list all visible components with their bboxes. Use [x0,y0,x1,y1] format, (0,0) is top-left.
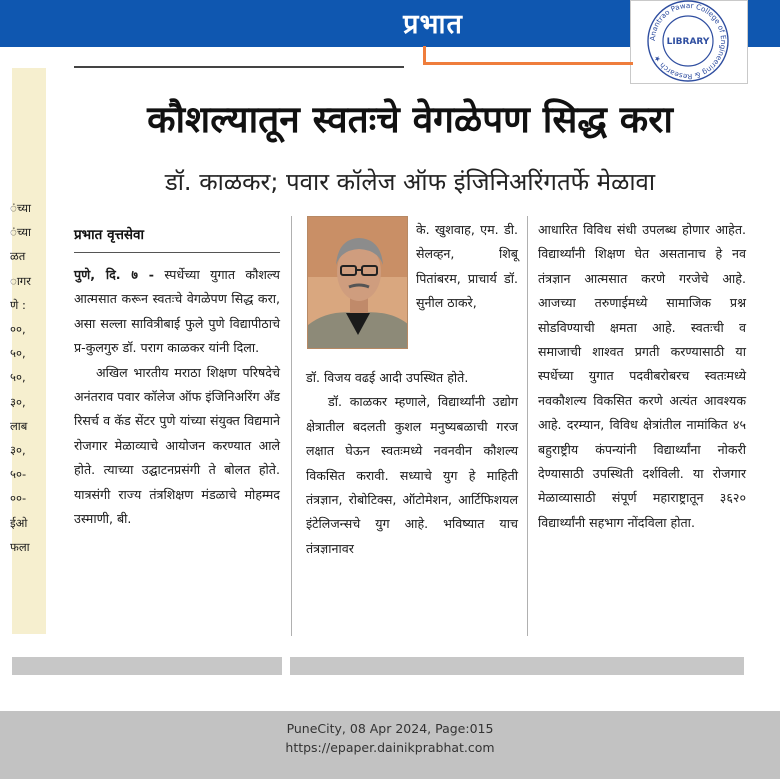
column-2-paragraph: डॉ. काळकर म्हणाले, विद्यार्थ्यांनी उद्योग क्षेत्रातील बदलती कुशल मनुष्यबळाची गरज लक्षात घेऊन स्वतःमध्ये नवनवीन कौशल्य विकसित करावी. सध्याचे युग हे माहिती तंत्रज्ञान, रोबोटिक्स, ऑटोमेशन, आर्टिफिशयल इंटेलिजन्सचे युग आहे. भविष्यात याच तंत्रज्ञानावर [306,394,518,556]
article-column-2 [306,366,518,561]
column-divider-1 [291,216,292,636]
epaper-footer [0,711,780,779]
newspaper-logo: प्रभात [403,9,463,40]
adjacent-article-fragment: ३०, [10,394,26,409]
stamp-ring-text: Anantrao Pawar College of Engineering & Research ★ [647,0,729,82]
article-column-2-beside-photo: के. खुशवाह, एम. डी. सेलव्हन, शिबू पितांबरम, प्राचार्य डॉ. सुनील ठाकरे, [416,222,518,311]
adjacent-article-fragment: णे : [10,297,26,312]
adjacent-article-fragment: ागर [10,273,31,288]
column-1-paragraph-1: स्पर्धेच्या युगात कौशल्य आत्मसात करून स्वतःचे वेगळेपण सिद्ध करा, असा सल्ला सावित्रीबाई फुले पुणे विद्यापीठाचे प्र-कुलगुरु डॉ. पराग काळकर यांनी दिला. [74,267,280,356]
adjacent-article-fragment: ००, [10,322,26,337]
adjacent-article-fragment: ३०, [10,443,26,458]
adjacent-article-fragment: ५०, [10,346,26,361]
stamp-center-text: LIBRARY [666,37,710,47]
article-headline: कौशल्यातून स्वतःचे वेगळेपण सिद्ध करा [147,97,673,141]
person-portrait-icon [308,217,408,349]
adjacent-article-fragment: ५०- [10,467,27,482]
column-2-photo-caption-text: डॉ. विजय वढई आदी उपस्थित होते. [306,370,469,385]
adjacent-article-fragment: फला [10,539,30,554]
source-url-link[interactable]: https://epaper.dainikprabhat.com [285,740,495,755]
library-stamp-icon [634,0,742,84]
dateline: पुणे, दि. ७ - [74,267,154,282]
portrait-photo [307,216,408,349]
strip-gap [46,68,70,634]
adjacent-article-fragment: लाब [10,418,28,433]
adjacent-article-fragment: ंच्या [10,225,32,240]
byline-rule [74,252,280,253]
column-divider-2 [527,216,528,636]
edition-info: PuneCity, 08 Apr 2024, Page:015 [286,721,494,736]
column-1-paragraph-2: अखिल भारतीय मराठा शिक्षण परिषदेचे अनंतराव पवार कॉलेज ऑफ इंजिनिअरिंग अँड रिसर्च व कॅड सेंटर पुणे यांच्या संयुक्त विद्यमाने रोजगार मेळाव्याचे आयोजन करण्यात आले होते. त्याच्या उद्घाटनप्रसंगी ते बोलत होते. यात्रसंगी राज्य तंत्रशिक्षण मंडळाचे मोहम्मद उस्माणी, बी. [74,364,280,527]
adjacent-article-fragments [10,196,46,559]
orange-frame-corner [423,46,633,65]
article-column-1 [74,263,280,531]
adjacent-article-fragment: ००- [10,491,27,506]
adjacent-article-fragment: ंच्या [10,201,32,215]
byline: प्रभात वृत्तसेवा [74,227,145,243]
bottom-band-gap [282,657,290,675]
article-column-3: आधारित विविध संधी उपलब्ध होणार आहेत. विद्यार्थ्यांनी शिक्षण घेत असतानाच हे नव तंत्रज्ञान आत्मसात करणे गरजेचे आहे. आजच्या तरुणाईमध्ये सामाजिक प्रश्न सोडविण्याची क्षमता आहे. स्वतःची व समाजाची शाश्वत प्रगती करण्यासाठी या स्पर्धेच्या युगात पदवीबरोबरच स्वतःमध्ये नवकौशल्य विकसित करणे अत्यंत आवश्यक आहे. दरम्यान, विविध क्षेत्रांतील नामांकित ४५ बहुराष्ट्रीय कंपन्यांनी विद्यार्थ्यांना नोकरी देण्यासाठी उपस्थिती दर्शविली. या रोजगार मेळाव्यासाठी संपूर्ण महाराष्ट्रातून ३६२० विद्यार्थ्यांनी सहभाग नोंदविला होता. [538,222,746,530]
adjacent-article-fragment: ईओ [10,515,28,530]
top-rule [74,66,404,68]
article-subheadline: डॉ. काळकर; पवार कॉलेज ऑफ इंजिनिअरिंगतर्फे मेळावा [164,168,656,196]
adjacent-article-fragment: ळत [10,249,26,264]
bottom-gray-band [12,657,744,675]
adjacent-article-fragment: ५०, [10,370,26,385]
